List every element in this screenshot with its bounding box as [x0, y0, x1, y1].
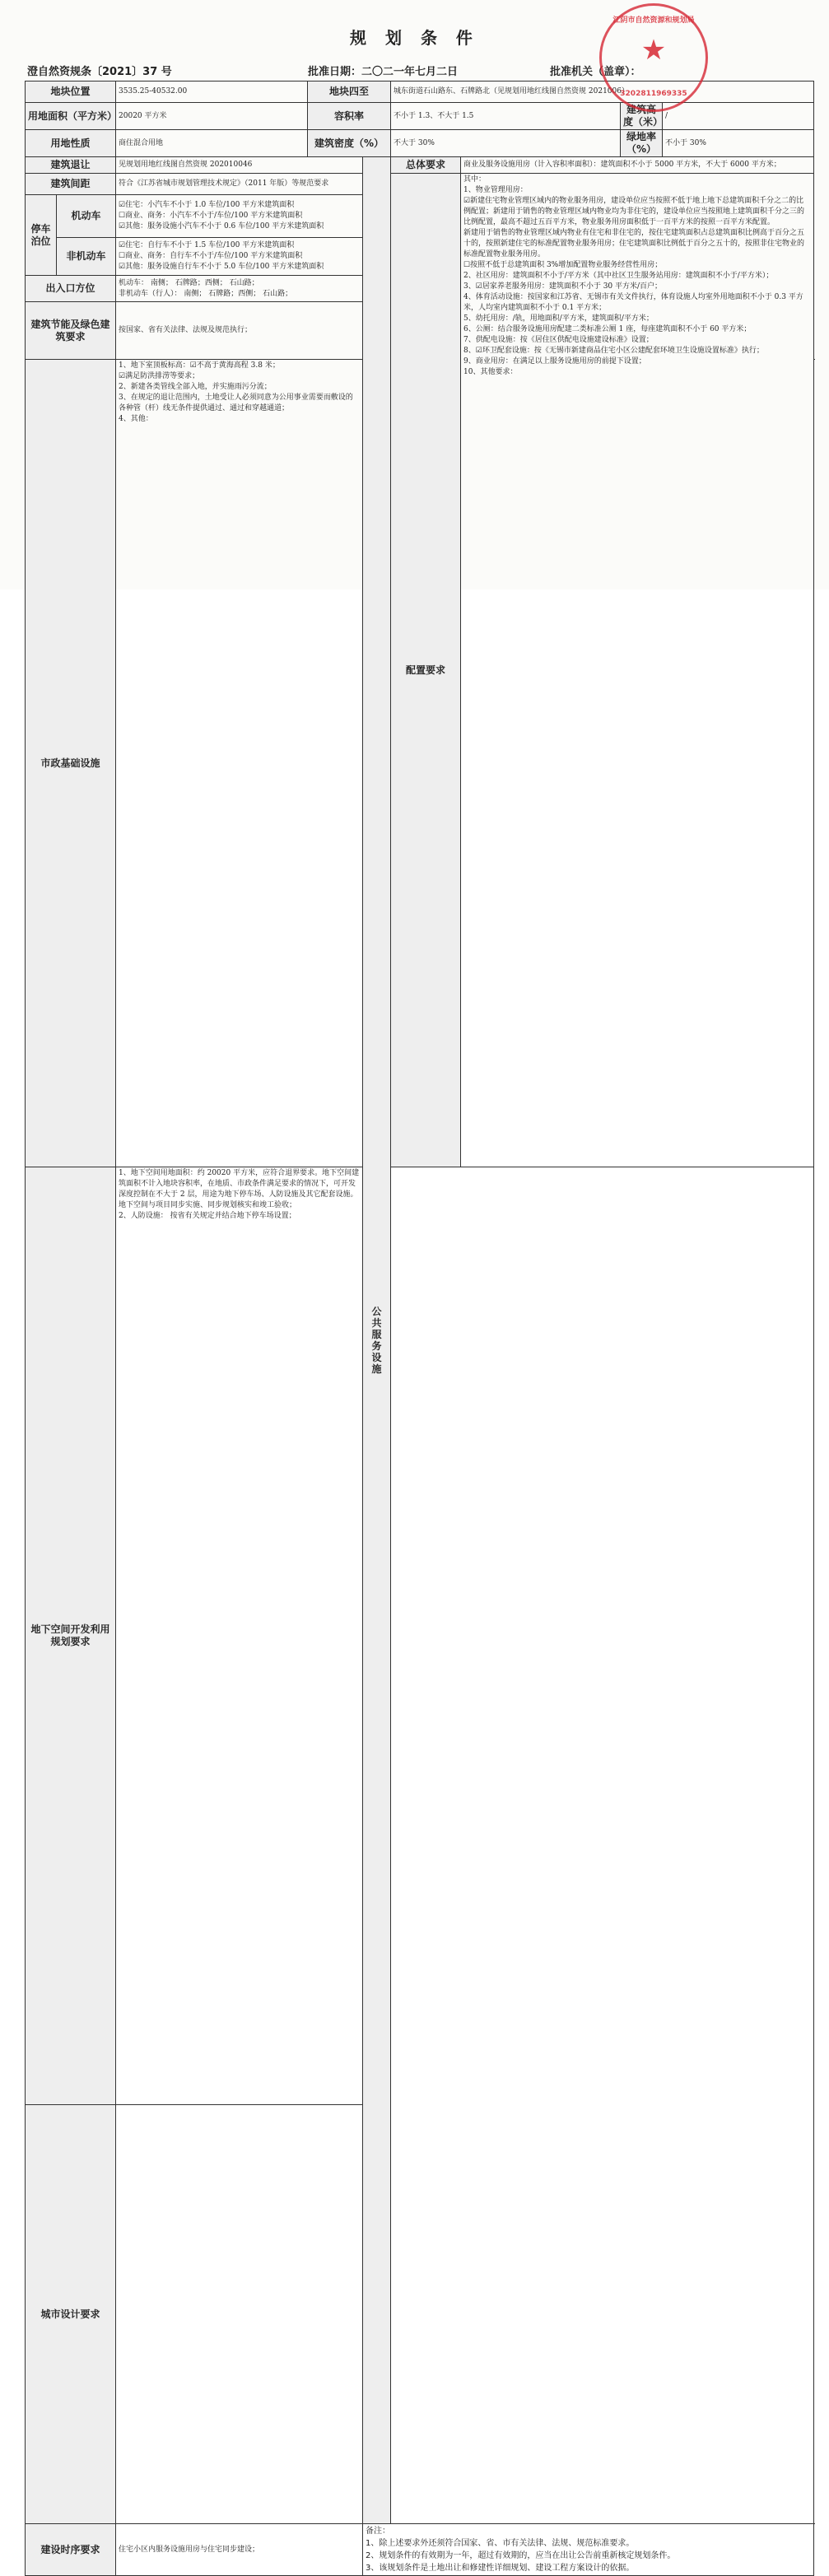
timing: 住宅小区内服务设施用房与住宅同步建设； [116, 2524, 363, 2576]
motor-list [116, 195, 363, 238]
municipal-item: 2、新建各类管线全部入地，并实施雨污分流； [119, 383, 272, 391]
parking-label: 停车泊位 [26, 195, 57, 276]
config-item: 8、☑环卫配套设施：按《无锡市新建商品住宅小区公建配套环境卫生设施设置标准》执行； [463, 347, 764, 355]
density-label: 建筑密度（%） [308, 130, 391, 157]
conditions-table [25, 81, 814, 2576]
overall: 商业及服务设施用房（计入容积率面积）：建筑面积不小于 5000 平方米，不大于 6000 平方米； [461, 157, 814, 174]
motor-item: ☑其他：服务设施小汽车不小于 0.6 车位/100 平方米建筑面积 [119, 222, 324, 231]
land-use: 商住混合用地 [116, 130, 308, 157]
config-item: 7、供配电设施：按《居住区供配电设施建设标准》设置； [463, 336, 654, 344]
underground-label: 地下空间开发利用规划要求 [26, 1167, 116, 2105]
boundary-label: 地块四至 [308, 82, 391, 103]
nonmotor-label: 非机动车 [57, 238, 116, 276]
config-item: ☐按照不低于总建筑面积 3%增加配置物业服务经营性用房； [463, 261, 663, 269]
municipal-item: 3、在规定的退让范围内，土地受让人必须同意为公用事业需要而敷设的各种管（杆）线无条件提供通过、通过和穿越通道； [119, 394, 353, 412]
config-item: 2、社区用房：建筑面积不小于/平方米（其中社区卫生服务站用房：建筑面积不小于/平方米）； [463, 272, 774, 280]
motor-label: 机动车 [57, 195, 116, 238]
document-number: 澄自然资规条〔2021〕37 号 [27, 66, 172, 78]
far: 不小于 1.3、不大于 1.5 [391, 103, 621, 130]
density: 不大于 30% [391, 130, 621, 157]
underground-item: 2、人防设施： 按省有关规定并结合地下停车场设置； [119, 1212, 296, 1221]
access-item: 机动车： 南侧； 石牌路；西侧； 石山路； [119, 278, 259, 287]
setback-label: 建筑退让 [26, 157, 116, 174]
land-use-label: 用地性质 [26, 130, 116, 157]
public-service-label: 公 共 服 务 设 施 [363, 157, 391, 2524]
spacing: 符合《江苏省城市规划管理技术规定》（2011 年版）等规范要求 [116, 174, 363, 195]
plot-position: 3535.25-40532.00 [116, 82, 308, 103]
nonmotor-item: ☑其他：服务设施自行车不小于 5.0 车位/100 平方米建筑面积 [119, 263, 324, 271]
green: 不小于 30% [663, 130, 814, 157]
note-item: 3、该规划条件是土地出让和修建性详细规划、建设工程方案设计的依据。 [366, 2564, 635, 2573]
nonmotor-list [116, 238, 363, 276]
setback: 见规划用地红线图自然资规 202010046 [116, 157, 363, 174]
config-item: 5、幼托用房：/轨，用地面积/平方米，建筑面积/平方米； [463, 314, 654, 323]
municipal-label: 市政基础设施 [26, 360, 116, 1167]
config-item: 6、公厕：结合服务设施用房配建二类标准公厕 1 座，每座建筑面积不小于 60 平方米； [463, 325, 752, 333]
access-list [116, 276, 363, 302]
municipal-list [116, 360, 363, 1167]
config-item: 9、商业用房：在满足以上服务设施用房的前提下设置； [463, 357, 646, 366]
config-item: 3、☑居家养老服务用房：建筑面积不小于 30 平方米/百户； [463, 282, 663, 291]
energy: 按国家、省有关法律、法规及规范执行； [116, 302, 363, 360]
nonmotor-item: ☑住宅：自行车不小于 1.5 车位/100 平方米建筑面积 [119, 241, 295, 249]
spacing-label: 建筑间距 [26, 174, 116, 195]
municipal-item: 4、其他： [119, 415, 153, 423]
approve-org: 批准机关（盖章）： [550, 66, 641, 78]
star-icon: ★ [640, 34, 667, 67]
config-item: 4、体育活动设施：按国家和江苏省、无锡市有关文件执行，体育设施人均室外用地面积不小于 0.3 平方米，人均室内建筑面积不小于 0.1 平方米； [463, 293, 803, 312]
height-label: 建筑高度（米） [621, 103, 663, 130]
area: 20020 平方米 [116, 103, 308, 130]
config-item: 新建用于销售的物业管理区域内物业有住宅和非住宅的，按住宅建筑面积占总建筑面积比例高于百分之五十的，按照新建住宅的标准配置物业服务用房；住宅建筑面积比例低于百分之五十的，按照非住宅物业的标准配置物业服务用房。 [463, 229, 805, 259]
urban-design [116, 2105, 363, 2524]
motor-item: ☑住宅：小汽车不小于 1.0 车位/100 平方米建筑面积 [119, 201, 295, 209]
note-item: 1、除上述要求外还须符合国家、省、市有关法律、法规、规范标准要求。 [366, 2539, 635, 2548]
config-item: 10、其他要求： [463, 368, 518, 376]
underground-list [116, 1167, 363, 2105]
height: / [663, 103, 814, 130]
notes-title: 备注： [366, 2527, 391, 2536]
urban-design-label: 城市设计要求 [26, 2105, 116, 2524]
note-item: 2、规划条件的有效期为一年，超过有效期的，应当在出让公告前重新核定规划条件。 [366, 2551, 676, 2560]
municipal-item: ☑满足防洪排涝等要求； [119, 372, 200, 380]
boundary: 城东街道石山路东、石牌路北（见规划用地红线图自然资规 2021006） [391, 82, 814, 103]
access-item: 非机动车（行人）： 南侧； 石牌路；西侧； 石山路； [119, 289, 293, 298]
overall-label: 总体要求 [391, 157, 461, 174]
timing-label: 建设时序要求 [26, 2524, 116, 2576]
config-list [461, 174, 814, 1167]
config-item: 1、物业管理用房： [463, 186, 528, 194]
green-label: 绿地率（%） [621, 130, 663, 157]
nonmotor-item: ☐商业、商务：自行车不小于/车位/100 平方米建筑面积 [119, 252, 303, 260]
area-label: 用地面积（平方米） [26, 103, 116, 130]
approve-date: 批准日期：二〇二一年七月二日 [308, 66, 459, 78]
far-label: 容积率 [308, 103, 391, 130]
config-item: 其中： [463, 175, 487, 184]
notes [363, 2524, 814, 2576]
motor-item: ☐商业、商务：小汽车不小于/车位/100 平方米建筑面积 [119, 212, 303, 220]
municipal-item: 1、地下室顶板标高：☑不高于黄海高程 3.8 米； [119, 361, 280, 370]
seal-text: 江阴市自然资源和规划局 [612, 16, 695, 25]
access-label: 出入口方位 [26, 276, 116, 302]
seal-code: 3202811969335 [620, 90, 687, 98]
underground-item: 1、地下空间用地面积：约 20020 平方米，应符合退界要求。地下空间建筑面积不计入地块容积率，在地质、市政条件满足要求的情况下，可开发深度控制在不大于 2 层，用途为地下停车场、人防设施及其它配套设施。地下空间与项目同步实施、同步规划核实和竣工验收； [119, 1169, 360, 1210]
config-label: 配置要求 [391, 174, 461, 1167]
document-title: 规 划 条 件 [350, 28, 479, 48]
config-item: ☑新建住宅物业管理区域内的物业服务用房，建设单位应当按照不低于地上地下总建筑面积千分之二的比例配置；新建用于销售的物业管理区域内物业均为非住宅的，建设单位应当按照地上建筑面积千分之三的比例配置，最高不超过五百平方米，物业服务用房面积低于一百平方米的按照一百平方米配置。 [463, 197, 805, 226]
plot-position-label: 地块位置 [26, 82, 116, 103]
energy-label: 建筑节能及绿色建筑要求 [26, 302, 116, 360]
